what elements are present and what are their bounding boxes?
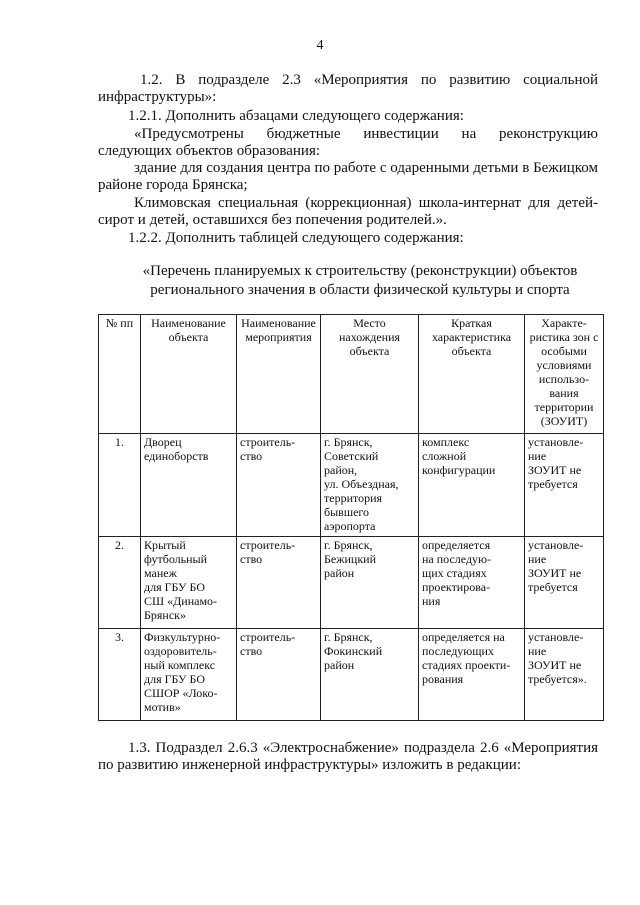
table-row [99,537,604,629]
paragraph-1-2-1: 1.2.1. Дополнить абзацами следующего содержания: [128,108,464,124]
header-measure-name: Наименование мероприятия [237,315,321,434]
row-measure: строитель- ство [237,434,321,537]
table-title: «Перечень планируемых к строительству (реконструкции) объектов регионального значения в области физической культуры и спорта [142,263,578,298]
header-zouit: Характе- ристика зон с особыми условиями использо- вания территории (ЗОУИТ) [525,315,604,434]
row-measure: строитель- ство [237,537,321,629]
header-characteristic: Краткая характеристика объекта [419,315,525,434]
paragraph-bezhitsa-building: здание для создания центра по работе с одаренными детьми в Бежицком районе города Брянска; [98,160,598,193]
header-location: Место нахождения объекта [321,315,419,434]
row-characteristic: комплекс сложной конфигурации [419,434,525,537]
table-row [99,434,604,537]
row-number: 2. [99,537,141,629]
row-zouit: установле- ние ЗОУИТ не требуется». [525,629,604,721]
table-row [99,629,604,721]
row-characteristic: определяется на последующих стадиях проекти- рования [419,629,525,721]
row-object-name: Физкультурно- оздоровитель- ный комплекс для ГБУ БО СШОР «Локо- мотив» [141,629,237,721]
paragraph-klimovo-school: Климовская специальная (коррекционная) школа-интернат для детей-сирот и детей, оставшихся без попечения родителей.». [98,195,598,228]
objects-table [98,314,604,721]
row-zouit: установле- ние ЗОУИТ не требуется [525,537,604,629]
row-object-name: Крытый футбольный манеж для ГБУ БО СШ «Динамо- Брянск» [141,537,237,629]
row-location: г. Брянск, Советский район, ул. Объездная, территория бывшего аэропорта [321,434,419,537]
row-number: 1. [99,434,141,537]
paragraph-investments: «Предусмотрены бюджетные инвестиции на реконструкцию следующих объектов образования: [98,126,598,159]
row-measure: строитель- ство [237,629,321,721]
page-number: 4 [316,38,324,53]
paragraph-1-2: 1.2. В подразделе 2.3 «Мероприятия по развитию социальной инфраструктуры»: [98,72,598,105]
row-characteristic: определяется на последую- щих стадиях проектирова- ния [419,537,525,629]
row-location: г. Брянск, Бежицкий район [321,537,419,629]
table-header-row [99,315,604,434]
header-object-name: Наименование объекта [141,315,237,434]
row-location: г. Брянск, Фокинский район [321,629,419,721]
paragraph-1-2-2: 1.2.2. Дополнить таблицей следующего содержания: [128,230,464,246]
row-zouit: установле- ние ЗОУИТ не требуется [525,434,604,537]
paragraph-1-3: 1.3. Подраздел 2.6.3 «Электроснабжение» подраздела 2.6 «Мероприятия по развитию инженерной инфраструктуры» изложить в редакции: [98,740,598,773]
header-number: № пп [99,315,141,434]
row-number: 3. [99,629,141,721]
row-object-name: Дворец единоборств [141,434,237,537]
